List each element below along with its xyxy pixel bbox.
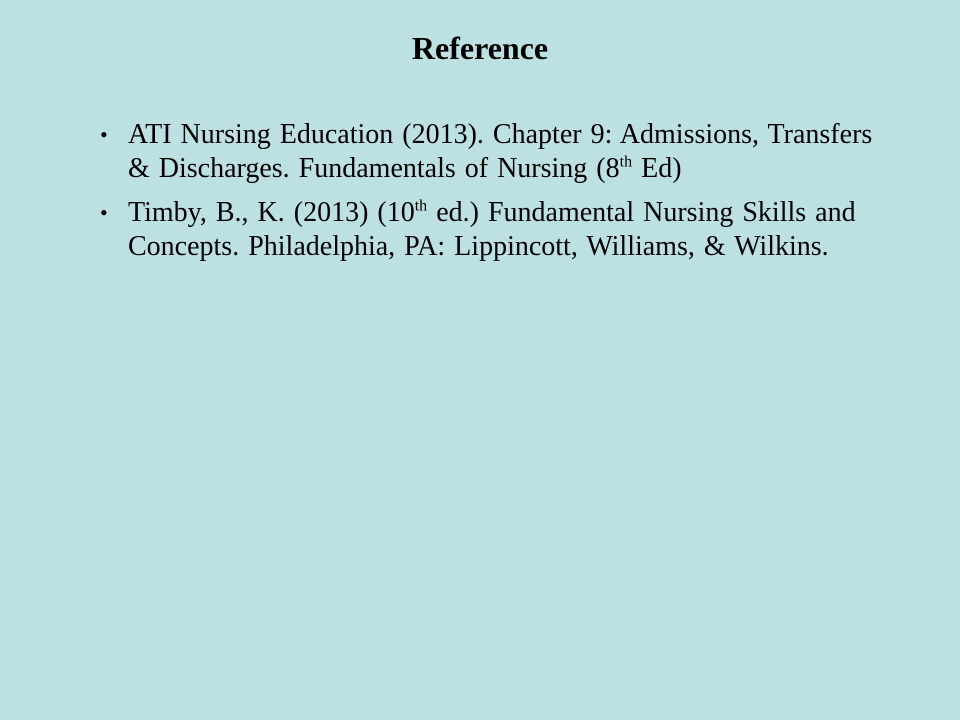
reference-text: Timby, B., K. (2013) (10 <box>128 197 415 228</box>
reference-text: Ed) <box>632 153 682 184</box>
reference-item-ati <box>100 118 900 186</box>
reference-text: ATI Nursing Education (2013). Chapter 9: Admissions, Transfers & Discharges. Fundamentals of Nursing (8 <box>128 119 873 184</box>
bullet-icon: • <box>100 200 108 225</box>
superscript: th <box>619 153 633 171</box>
reference-text: ed.) Fundamental Nursing Skills and Concepts. Philadelphia, PA: Lippincott, Williams, & Wilkins. <box>128 197 856 262</box>
bullet-icon: • <box>100 122 108 147</box>
superscript: th <box>414 197 428 215</box>
reference-list <box>100 118 900 274</box>
reference-item-timby <box>100 196 900 264</box>
slide-title: Reference <box>411 30 549 66</box>
